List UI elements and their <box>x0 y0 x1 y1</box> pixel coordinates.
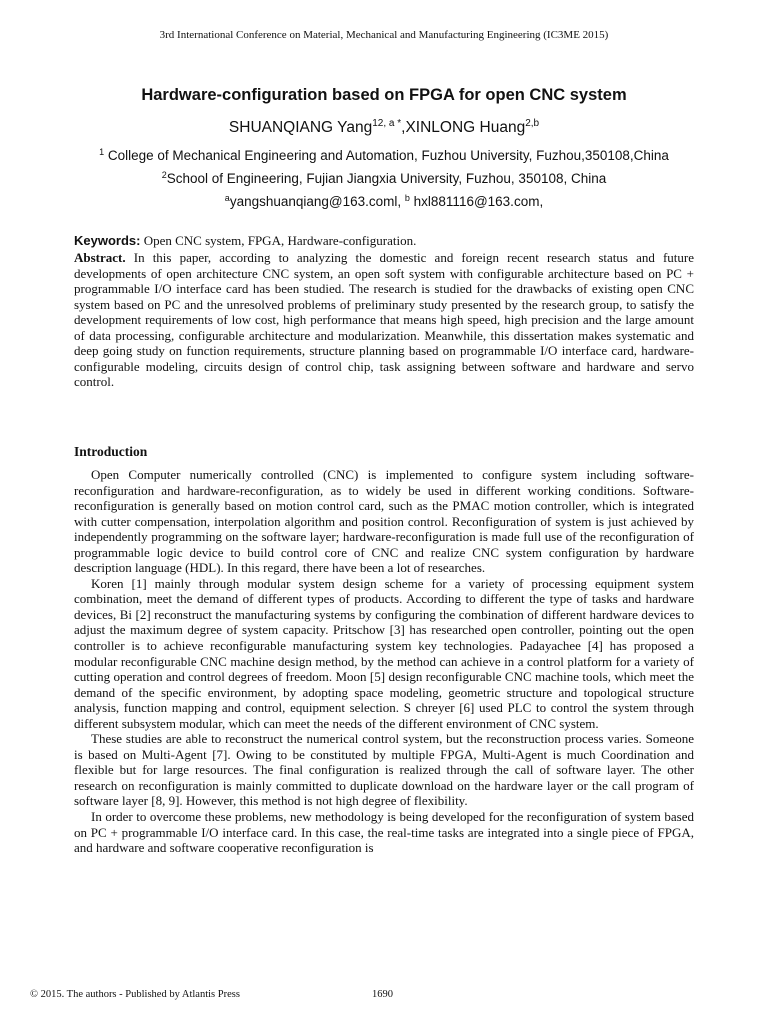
abstract-text: In this paper, according to analyzing the domestic and foreign recent research status and future developments of open architecture CNC system, an open soft system with configurable architecture based on PC + programmable I/O interface card has been studied. The research is studied for the drawbacks of existing open CNC system based on PC and the unresolved problems of preliminary study presented by the research group, to satisfy the development requirements of low cost, high performance that means high speed, high precision and the large amount of data processing, configurable architecture and modularization. Meanwhile, this dissertation makes systematic and deep going study on function requirements, structure planning based on programmable I/O interface card, hardware-configurable modeling, circuits design of control chip, task assigning between software and hardware and servo control. <box>74 250 694 390</box>
keywords-label: Keywords: <box>74 233 141 248</box>
affiliation-1 <box>0 148 768 163</box>
affiliation-2 <box>0 171 768 186</box>
introduction-section <box>74 467 694 856</box>
author-1-name: SHUANQIANG Yang <box>228 119 373 136</box>
email-2: hxl881116@163.com, <box>409 194 544 209</box>
affiliation-2-superscript: 2 <box>161 170 167 180</box>
paragraph: In order to overcome these problems, new methodology is being developed for the reconfiguration of system based on PC + programmable I/O interface card. In this case, the real-time tasks are integrated into a single piece of FPGA, and hardware and software cooperative reconfiguration is <box>74 809 694 856</box>
author-line <box>0 119 768 137</box>
paragraph: These studies are able to reconstruct the numerical control system, but the reconstruction process varies. Someone is based on Multi-Agent [7]. Owing to be constituted by multiple FPGA, Multi-Agent is much Coordination and flexible but for large resources. The final configuration is realized through the call of software layer. The other research on reconfiguration is mainly committed to duplicate download on the hardware layer or the call program of software layer [8, 9]. However, this method is not high degree of flexibility. <box>74 731 694 809</box>
abstract <box>74 250 694 390</box>
affiliation-1-text: College of Mechanical Engineering and Automation, Fuzhou University, Fuzhou,350108,China <box>104 148 669 163</box>
author-2-superscript: 2,b <box>525 118 540 129</box>
paragraph: Koren [1] mainly through modular system design scheme for a variety of processing equipment system combination, meet the demand of different types of products. According to different the type of tasks and hardware devices, Bi [2] reconstruct the manufacturing systems by configuring the combination of different hardware devices to adjust the maximum degree of system capacity. Pritschow [3] has researched open controller, pointing out the open controller is to achieve reconfigurable manufacturing system key technologies. Padayachee [4] has proposed a modular reconfigurable CNC machine design method, by the method can achieve in a control platform for a variety of cutting operation and control degrees of freedom. Moon [5] design reconfigurable CNC machine tools, which meet the demand of the specific environment, by adopting space modeling, geometric structure and topological structure analysis, function mapping and control, equipment selection. S chreyer [6] used PLC to control the system through different subsystem modular, which can meet the needs of the different environment of CNC system. <box>74 575 694 731</box>
conference-header: 3rd International Conference on Material, Mechanical and Manufacturing Engineering (IC3ME 2015) <box>159 29 609 41</box>
paragraph: Open Computer numerically controlled (CNC) is implemented to configure system including software-reconfiguration and hardware-reconfiguration, as to widely be used in different working conditions. Software-reconfiguration is generally based on motion control card, such as the PMAC motion controller, which is integrated with cutter compensation, interpolation algorithm and position control. Reconfiguration of system is just achieved by independently programming on the software layer; hardware-reconfiguration is made full use of the reconfiguration of programmable logic device to build control core of CNC and realize CNC system configuration by hardware description language (HDL). In this regard, there have been a lot of researches. <box>74 467 694 576</box>
keywords <box>74 233 694 249</box>
page-number: 1690 <box>372 989 393 1000</box>
affiliation-1-superscript: 1 <box>99 147 105 157</box>
author-1-superscript: 12, a * <box>372 118 402 129</box>
abstract-label: Abstract. <box>74 250 126 265</box>
footer-copyright: © 2015. The authors - Published by Atlantis Press <box>30 989 240 1000</box>
author-separator: , <box>401 119 406 136</box>
email-1-superscript: a <box>224 193 230 203</box>
paper-title: Hardware-configuration based on FPGA for open CNC system <box>141 86 627 104</box>
author-2-name: XINLONG Huang <box>405 119 526 136</box>
author-emails <box>0 194 768 209</box>
section-heading-introduction: Introduction <box>74 444 148 459</box>
email-1: yangshuanqiang@163.coml, <box>229 194 405 209</box>
email-2-superscript: b <box>404 193 410 203</box>
keywords-text: Open CNC system, FPGA, Hardware-configuration. <box>140 233 417 248</box>
affiliation-2-text: School of Engineering, Fujian Jiangxia University, Fuzhou, 350108, China <box>166 171 607 186</box>
